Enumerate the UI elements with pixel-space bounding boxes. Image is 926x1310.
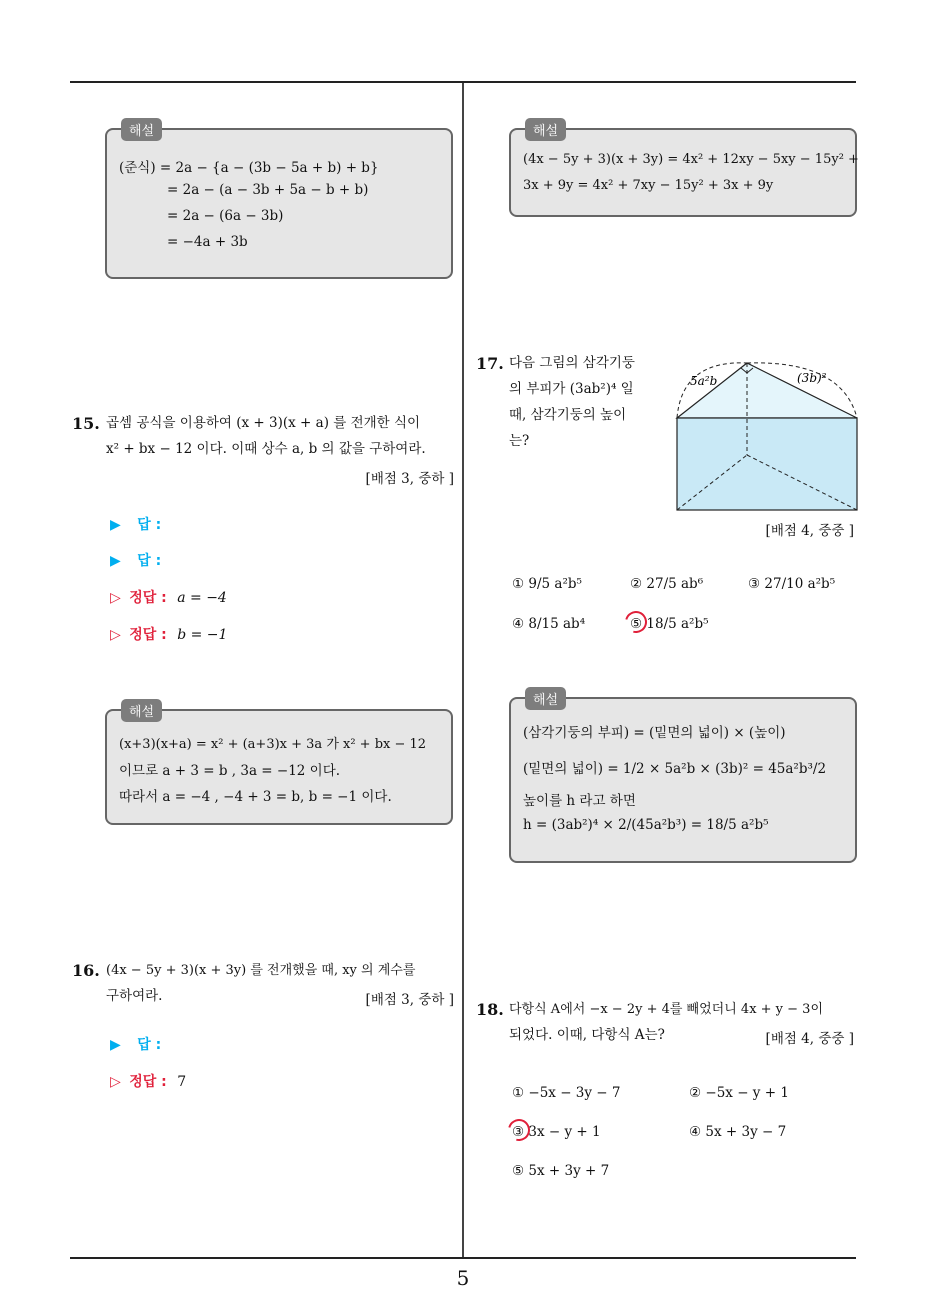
answer-row bbox=[110, 550, 161, 570]
correct-answer-label: 정답 : bbox=[129, 1074, 167, 1090]
question-number: 18. bbox=[476, 1000, 504, 1019]
answer-row bbox=[110, 1034, 161, 1054]
correct-answer-value: 7 bbox=[177, 1074, 187, 1090]
choice-4[interactable]: ④ 8/15 ab⁴ bbox=[512, 616, 586, 632]
column-divider bbox=[462, 83, 464, 1258]
correct-answer-row bbox=[110, 1071, 186, 1091]
correct-answer-row bbox=[110, 624, 227, 644]
triangle-icon: ▶ bbox=[110, 553, 121, 569]
question-text: 는? bbox=[509, 433, 530, 449]
question-text: 되었다. 이때, 다항식 A는? bbox=[509, 1027, 665, 1043]
answer-label: 답 : bbox=[137, 1037, 162, 1053]
solution-tag: 해설 bbox=[121, 118, 162, 141]
question-text: 의 부피가 (3ab²)⁴ 일 bbox=[509, 381, 634, 397]
choice-3[interactable]: ③ 3x − y + 1 bbox=[512, 1124, 601, 1140]
solution-box-16 bbox=[509, 124, 859, 217]
solution-box-14 bbox=[105, 124, 453, 279]
correct-answer-label: 정답 : bbox=[129, 627, 167, 643]
correct-answer-value: b = −1 bbox=[177, 627, 228, 643]
solution-line: = 2a − (a − 3b + 5a − b + b) bbox=[167, 182, 369, 198]
correct-answer-value: a = −4 bbox=[177, 590, 227, 606]
solution-line: = −4a + 3b bbox=[167, 234, 248, 250]
solution-line: = 2a − (6a − 3b) bbox=[167, 208, 284, 224]
bottom-rule bbox=[70, 1257, 856, 1259]
solution-tag: 해설 bbox=[525, 118, 566, 141]
question-number: 16. bbox=[72, 961, 100, 980]
answer-row bbox=[110, 514, 161, 534]
solution-line: (밑면의 넓이) = 1/2 × 5a²b × (3b)² = 45a²b³/2 bbox=[523, 761, 827, 777]
solution-line: (x+3)(x+a) = x² + (a+3)x + 3a 가 x² + bx − 12 bbox=[119, 737, 427, 752]
solution-line: 3x + 9y = 4x² + 7xy − 15y² + 3x + 9y bbox=[523, 178, 774, 193]
choice-5[interactable]: ⑤ 18/5 a²b⁵ bbox=[630, 616, 709, 632]
triangle-outline-icon: ▷ bbox=[110, 1074, 121, 1090]
correct-answer-row bbox=[110, 587, 227, 607]
score-label: [배점 3, 중하 ] bbox=[365, 992, 454, 1008]
choice-3[interactable]: ③ 27/10 a²b⁵ bbox=[748, 576, 836, 592]
question-number: 15. bbox=[72, 414, 100, 433]
score-label: [배점 4, 중중 ] bbox=[765, 523, 854, 539]
triangle-icon: ▶ bbox=[110, 517, 121, 533]
question-text: x² + bx − 12 이다. 이때 상수 a, b 의 값을 구하여라. bbox=[106, 441, 426, 457]
answer-circle-mark bbox=[621, 607, 651, 637]
triangle-icon: ▶ bbox=[110, 1037, 121, 1053]
solution-line: h = (3ab²)⁴ × 2/(45a²b³) = 18/5 a²b⁵ bbox=[523, 817, 769, 833]
question-text: 구하여라. bbox=[106, 988, 163, 1004]
question-text: (4x − 5y + 3)(x + 3y) 를 전개했을 때, xy 의 계수를 bbox=[106, 963, 416, 978]
solution-line: 높이를 h 라고 하면 bbox=[523, 793, 636, 809]
figure-label-right: (3b)² bbox=[797, 371, 827, 385]
solution-line: (준식) = 2a − {a − (3b − 5a + b) + b} bbox=[119, 160, 379, 176]
solution-box-15 bbox=[105, 705, 453, 825]
choice-1[interactable]: ① −5x − 3y − 7 bbox=[512, 1085, 621, 1101]
question-text: 곱셈 공식을 이용하여 (x + 3)(x + a) 를 전개한 식이 bbox=[106, 415, 421, 431]
choice-1[interactable]: ① 9/5 a²b⁵ bbox=[512, 576, 582, 592]
answer-circle-mark bbox=[504, 1115, 534, 1145]
triangle-outline-icon: ▷ bbox=[110, 590, 121, 606]
question-text: 때, 삼각기둥의 높이 bbox=[509, 407, 627, 423]
solution-line: 따라서 a = −4 , −4 + 3 = b, b = −1 이다. bbox=[119, 789, 392, 805]
solution-line: 이므로 a + 3 = b , 3a = −12 이다. bbox=[119, 763, 341, 779]
question-text: 다항식 A에서 −x − 2y + 4를 빼었더니 4x + y − 3이 bbox=[509, 1002, 824, 1017]
page-number: 5 bbox=[456, 1266, 470, 1290]
solution-tag: 해설 bbox=[121, 699, 162, 722]
choice-2[interactable]: ② −5x − y + 1 bbox=[689, 1085, 789, 1101]
choice-2[interactable]: ② 27/5 ab⁶ bbox=[630, 576, 704, 592]
score-label: [배점 4, 중중 ] bbox=[765, 1031, 854, 1047]
solution-box-17 bbox=[509, 693, 857, 863]
solution-line: (삼각기둥의 부피) = (밑면의 넓이) × (높이) bbox=[523, 725, 786, 741]
solution-tag: 해설 bbox=[525, 687, 566, 710]
choice-5[interactable]: ⑤ 5x + 3y + 7 bbox=[512, 1163, 610, 1179]
solution-line: (4x − 5y + 3)(x + 3y) = 4x² + 12xy − 5xy − 15y² + bbox=[523, 152, 859, 167]
answer-label: 답 : bbox=[137, 517, 162, 533]
correct-answer-label: 정답 : bbox=[129, 590, 167, 606]
choice-4[interactable]: ④ 5x + 3y − 7 bbox=[689, 1124, 787, 1140]
question-number: 17. bbox=[476, 354, 504, 373]
figure-label-left: 5a²b bbox=[690, 374, 718, 388]
triangular-prism-figure bbox=[672, 355, 862, 520]
score-label: [배점 3, 중하 ] bbox=[365, 471, 454, 487]
triangle-outline-icon: ▷ bbox=[110, 627, 121, 643]
answer-label: 답 : bbox=[137, 553, 162, 569]
question-text: 다음 그림의 삼각기둥 bbox=[509, 355, 635, 371]
